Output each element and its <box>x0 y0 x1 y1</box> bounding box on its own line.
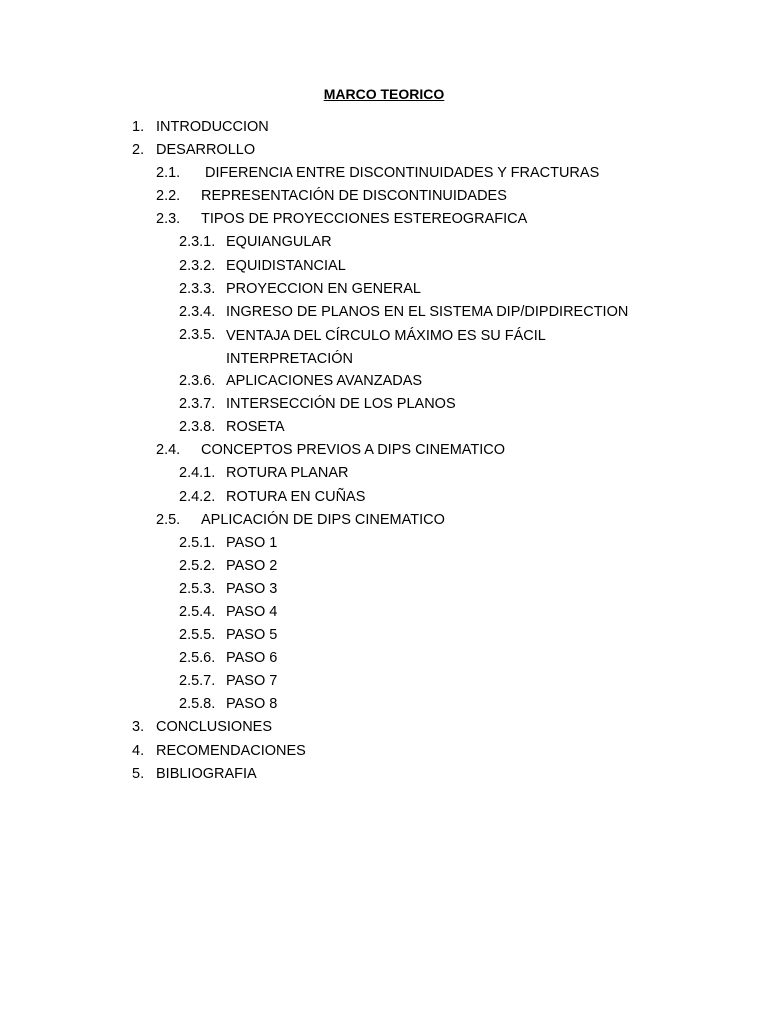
toc-item-number: 2.5.1. <box>179 534 216 551</box>
toc-item-label: DESARROLLO <box>156 142 256 159</box>
toc-item-ventaja-circulo <box>0 325 768 371</box>
toc-item-label: PASO 2 <box>226 557 278 574</box>
toc-item-label: PASO 8 <box>226 696 278 713</box>
toc-item-desarrollo <box>0 140 768 163</box>
toc-item-equiangular <box>0 232 768 255</box>
toc-item-aplicaciones-avanzadas <box>0 371 768 394</box>
toc-item-recomendaciones <box>0 741 768 764</box>
toc-item-aplicacion-dips <box>0 510 768 533</box>
toc-item-proyeccion-general <box>0 279 768 302</box>
toc-item-paso-2 <box>0 556 768 579</box>
toc-item-paso-3 <box>0 579 768 602</box>
toc-item-number: 2.3.4. <box>179 303 216 320</box>
toc-item-number: 2.5.5. <box>179 627 216 644</box>
toc-item-label: EQUIANGULAR <box>226 234 332 251</box>
toc-item-paso-1 <box>0 533 768 556</box>
toc-item-number: 2.4. <box>156 442 181 459</box>
toc-item-label: REPRESENTACIÓN DE DISCONTINUIDADES <box>201 188 507 205</box>
toc-item-label: PASO 4 <box>226 603 278 620</box>
toc-item-number: 2.5.7. <box>179 673 216 690</box>
toc-item-bibliografia <box>0 764 768 787</box>
toc-item-number: 2.3.8. <box>179 419 216 436</box>
toc-item-label: ROTURA EN CUÑAS <box>226 488 366 505</box>
toc-item-tipos-proyecciones <box>0 209 768 232</box>
toc-item-diferencia <box>0 163 768 186</box>
toc-item-label: PROYECCION EN GENERAL <box>226 280 421 297</box>
toc-item-paso-4 <box>0 602 768 625</box>
toc-item-interseccion-planos <box>0 394 768 417</box>
toc-item-ingreso-planos <box>0 302 768 325</box>
toc-item-number: 2.3.2. <box>179 257 216 274</box>
toc-item-number: 2.3.5. <box>179 326 216 343</box>
toc-item-roseta <box>0 417 768 440</box>
toc-item-number: 3. <box>132 719 145 736</box>
toc-item-introduccion <box>0 117 768 140</box>
toc-item-number: 2.4.2. <box>179 488 216 505</box>
toc-item-label: RECOMENDACIONES <box>156 742 306 759</box>
toc-item-number: 2.5.8. <box>179 696 216 713</box>
toc-item-label: BIBLIOGRAFIA <box>156 765 257 782</box>
toc-item-label: PASO 6 <box>226 650 278 667</box>
toc-item-number: 2.3.1. <box>179 234 216 251</box>
toc-item-number: 2.5.4. <box>179 603 216 620</box>
toc-item-label: PASO 3 <box>226 580 278 597</box>
toc-item-label: PASO 7 <box>226 673 278 690</box>
toc-item-label: INTRODUCCION <box>156 119 269 135</box>
toc-item-label: DIFERENCIA ENTRE DISCONTINUIDADES Y FRACTURAS <box>205 165 600 182</box>
toc-item-number: 2.5.2. <box>179 557 216 574</box>
toc-item-label: INGRESO DE PLANOS EN EL SISTEMA DIP/DIPDIRECTION <box>226 303 629 320</box>
toc-item-label: PASO 1 <box>226 534 278 551</box>
toc-item-number: 2.5. <box>156 511 181 528</box>
toc-item-number: 4. <box>132 742 145 759</box>
toc-item-rotura-cunas <box>0 487 768 510</box>
toc-item-label: VENTAJA DEL CÍRCULO MÁXIMO ES SU FÁCIL INTERPRETACIÓN <box>226 327 546 367</box>
table-of-contents <box>0 117 768 787</box>
toc-item-number: 2. <box>132 142 145 159</box>
toc-item-label: APLICACIÓN DE DIPS CINEMATICO <box>201 511 445 528</box>
toc-item-number: 2.1. <box>156 165 181 182</box>
toc-item-representacion <box>0 186 768 209</box>
toc-item-label: TIPOS DE PROYECCIONES ESTEREOGRAFICA <box>201 211 528 228</box>
toc-item-number: 2.4.1. <box>179 465 216 482</box>
toc-item-paso-5 <box>0 625 768 648</box>
toc-item-number: 2.5.3. <box>179 580 216 597</box>
toc-item-label: PASO 5 <box>226 627 278 644</box>
document-title: MARCO TEORICO <box>323 86 445 102</box>
toc-item-number: 2.3.6. <box>179 373 216 390</box>
toc-item-label: CONCLUSIONES <box>156 719 273 736</box>
toc-item-number: 2.3. <box>156 211 181 228</box>
toc-item-number: 1. <box>132 119 145 135</box>
toc-item-number: 2.5.6. <box>179 650 216 667</box>
toc-item-label: CONCEPTOS PREVIOS A DIPS CINEMATICO <box>201 442 506 459</box>
toc-item-label: INTERSECCIÓN DE LOS PLANOS <box>226 396 456 413</box>
toc-item-label: ROTURA PLANAR <box>226 465 349 482</box>
toc-item-conclusiones <box>0 717 768 740</box>
toc-item-label: APLICACIONES AVANZADAS <box>226 373 423 390</box>
toc-item-equidistancial <box>0 256 768 279</box>
toc-item-label: ROSETA <box>226 419 285 436</box>
toc-item-conceptos-previos <box>0 440 768 463</box>
toc-item-paso-7 <box>0 671 768 694</box>
toc-item-number: 5. <box>132 765 145 782</box>
toc-item-number: 2.3.3. <box>179 280 216 297</box>
toc-item-number: 2.2. <box>156 188 181 205</box>
toc-item-number: 2.3.7. <box>179 396 216 413</box>
toc-item-paso-6 <box>0 648 768 671</box>
toc-item-rotura-planar <box>0 463 768 486</box>
toc-item-label: EQUIDISTANCIAL <box>226 257 346 274</box>
toc-item-paso-8 <box>0 694 768 717</box>
